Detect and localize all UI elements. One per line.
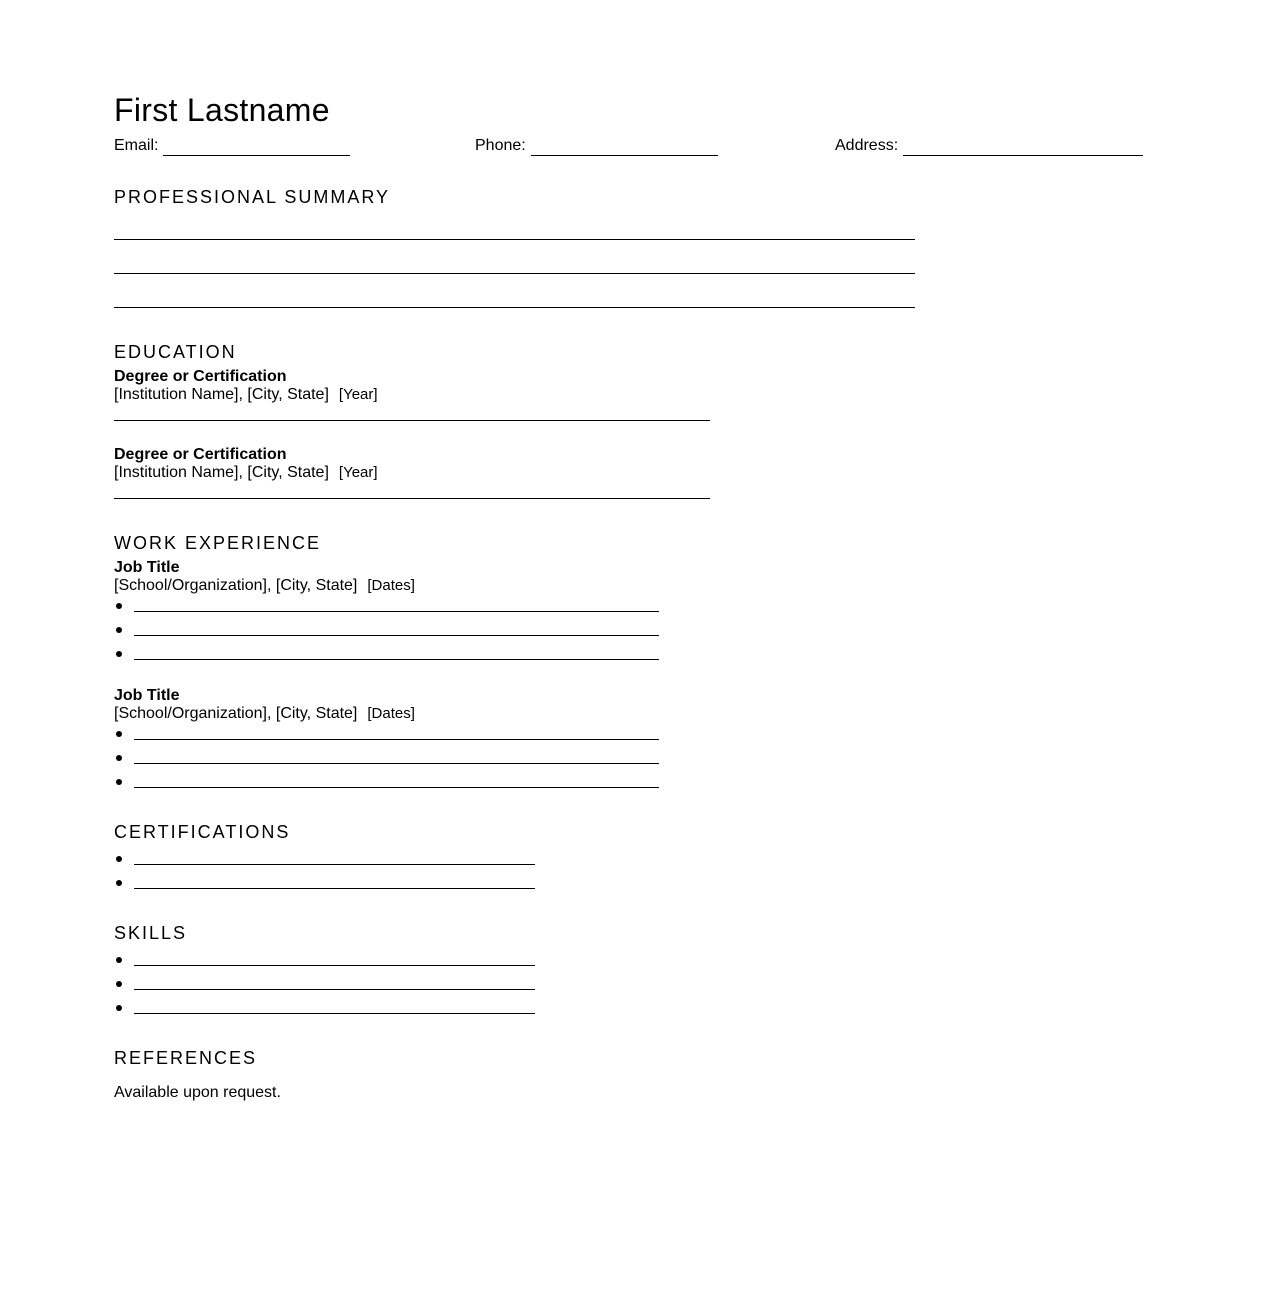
education-institution-row	[114, 386, 378, 404]
job-organization: [School/Organization], [City, State]	[114, 705, 358, 722]
address-blank	[903, 139, 1143, 156]
bullet-line	[134, 659, 659, 660]
bullet-dot	[116, 755, 122, 761]
bullet-line	[134, 1013, 535, 1014]
bullet-dot	[116, 779, 122, 785]
phone-field	[475, 136, 718, 156]
bullet-dot	[116, 1005, 122, 1011]
bullet-dot	[116, 627, 122, 633]
email-field	[114, 136, 350, 156]
references-heading: REFERENCES	[114, 1048, 258, 1068]
bullet-line	[134, 739, 659, 740]
bullet-dot	[116, 957, 122, 963]
education-institution-row	[114, 464, 378, 482]
address-field	[835, 136, 1143, 156]
education-year: [Year]	[338, 464, 378, 481]
education-line	[114, 498, 710, 499]
skills-heading: SKILLS	[114, 923, 188, 943]
education-line	[114, 420, 710, 421]
bullet-line	[134, 864, 535, 865]
education-degree: Degree or Certification	[114, 368, 287, 385]
email-blank	[163, 139, 350, 156]
education-institution: [Institution Name], [City, State]	[114, 464, 329, 481]
bullet-line	[134, 965, 535, 966]
bullet-line	[134, 763, 659, 764]
references-text: Available upon request.	[114, 1084, 281, 1101]
education-heading: EDUCATION	[114, 342, 237, 362]
job-title: Job Title	[114, 687, 180, 704]
summary-line	[114, 239, 915, 240]
education-year: [Year]	[338, 386, 378, 403]
bullet-dot	[116, 856, 122, 862]
education-degree: Degree or Certification	[114, 446, 287, 463]
address-label: Address:	[835, 137, 899, 154]
job-title: Job Title	[114, 559, 180, 576]
bullet-line	[134, 611, 659, 612]
certifications-heading: CERTIFICATIONS	[114, 822, 291, 842]
bullet-line	[134, 635, 659, 636]
summary-line	[114, 307, 915, 308]
email-label: Email:	[114, 137, 159, 154]
job-organization-row	[114, 577, 415, 595]
job-dates: [Dates]	[367, 705, 415, 722]
education-institution: [Institution Name], [City, State]	[114, 386, 329, 403]
resume-name: First Lastname	[114, 92, 330, 128]
bullet-dot	[116, 731, 122, 737]
bullet-dot	[116, 880, 122, 886]
bullet-line	[134, 787, 659, 788]
job-dates: [Dates]	[367, 577, 415, 594]
bullet-line	[134, 989, 535, 990]
work-heading: WORK EXPERIENCE	[114, 533, 322, 553]
summary-heading: PROFESSIONAL SUMMARY	[114, 187, 391, 207]
job-organization: [School/Organization], [City, State]	[114, 577, 358, 594]
bullet-line	[134, 888, 535, 889]
bullet-dot	[116, 651, 122, 657]
summary-line	[114, 273, 915, 274]
bullet-dot	[116, 603, 122, 609]
bullet-dot	[116, 981, 122, 987]
job-organization-row	[114, 705, 415, 723]
phone-blank	[531, 139, 718, 156]
phone-label: Phone:	[475, 137, 526, 154]
